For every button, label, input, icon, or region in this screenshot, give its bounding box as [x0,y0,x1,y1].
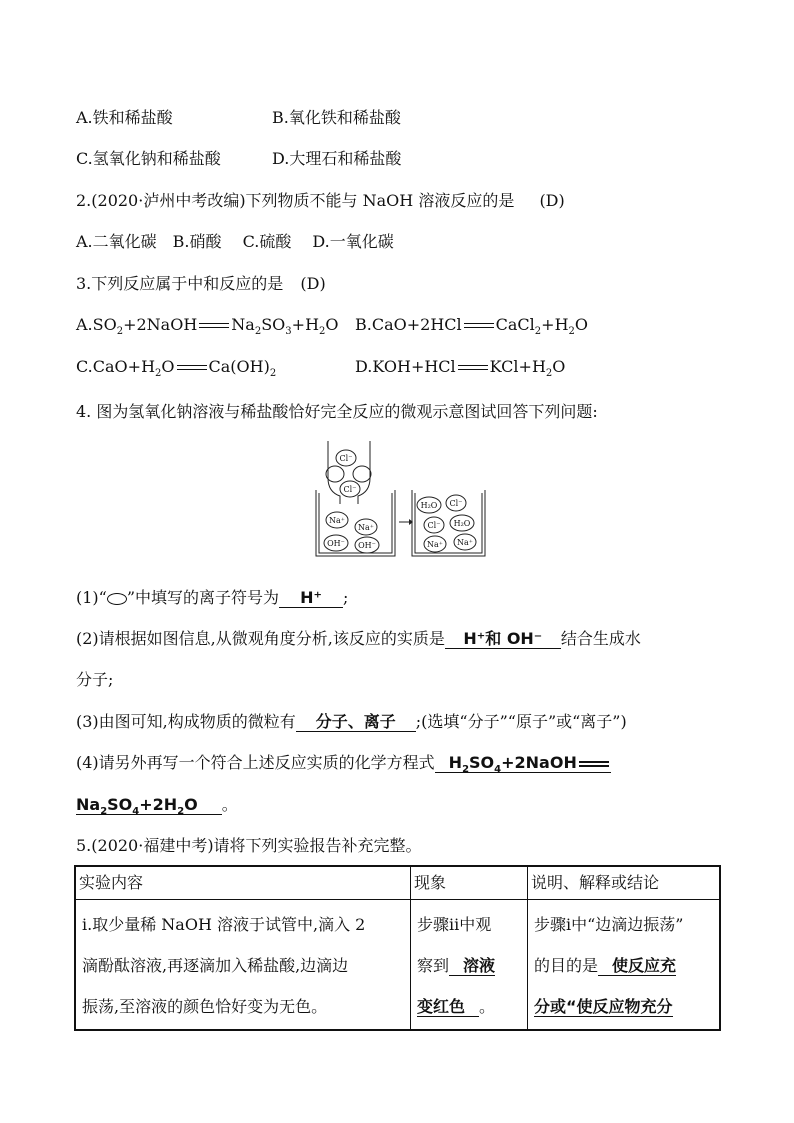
phenomenon-cell: 步骤ii中观 察到 溶液 变红色 。 [411,900,528,1031]
q3-option-d: D.KOH+HCl $KCl+H_2O$ [355,357,566,380]
answer-blank: 变红色 [417,997,479,1017]
q2-answer: (D) [539,191,565,210]
equals-sign-icon [175,363,209,373]
table-row [75,900,720,1031]
q2-options: A.二氧化碳 B.硝酸 C.硫酸 D.一氧化碳 [76,232,394,251]
q4-part-2: (2)请根据如图信息,从微观角度分析,该反应的实质是 H⁺和 OH⁻ 结合生成水 [76,629,641,648]
ellipse-blank-icon [107,593,127,605]
q1-option-a: A.铁和稀盐酸 [76,108,173,127]
q1-option-c: C.氢氧化钠和稀盐酸 [76,149,221,168]
oh-ion-label: OH⁻ [327,539,345,548]
table-header-cell: 说明、解释或结论 [528,866,721,900]
q2-stem: 2.(2020·泸州中考改编)下列物质不能与 NaOH 溶液反应的是 (D) [76,191,565,210]
na-ion-label: Na⁺ [358,523,374,532]
cl-ion-label: Cl⁻ [427,521,441,530]
answer-blank: H⁺和 OH⁻ [445,630,561,649]
na-ion-label: Na⁺ [427,540,443,549]
oh-ion-label: OH⁻ [358,541,376,550]
q4-stem: 4. 图为氢氧化钠溶液与稀盐酸恰好完全反应的微观示意图试回答下列问题: [76,402,598,421]
explanation-cell: 步骤i中“边滴边振荡” 的目的是 使反应充 分或“使反应物充分 [528,900,721,1031]
answer-blank: 分子、离子 [296,713,416,732]
table-header-row [75,866,720,900]
answer-blank: 使反应充 [598,956,676,976]
equals-sign-icon [577,759,611,769]
answer-blank: H⁺ [279,589,343,608]
cl-ion-label: Cl⁻ [343,485,357,494]
q3-stem: 3.下列反应属于中和反应的是 (D) [76,274,326,293]
h2o-label: H₂O [420,501,438,510]
na-ion-label: Na⁺ [329,516,345,525]
q3-answer: (D) [300,274,326,293]
q4-part-4: (4)请另外再写一个符合上述反应实质的化学方程式 $H_2SO_4+2NaOH$ [76,753,611,780]
q4-part-2-cont: 分子; [76,670,114,689]
cl-ion-label: Cl⁻ [339,454,353,463]
q4-part-4-cont: $Na_2SO_4+2H_2O$ 。 [76,795,238,818]
experiment-content-cell: i.取少量稀 NaOH 溶液于试管中,滴入 2 滴酚酞溶液,再逐滴加入稀盐酸,边滴边 振荡,至溶液的颜色恰好变为无色。 [75,900,411,1031]
table-header-cell: 现象 [411,866,528,900]
q1-option-d: D.大理石和稀盐酸 [272,149,402,168]
q3-option-c: $C.CaO+H_2O$ $Ca(OH)_2$ [76,357,277,380]
q3-option-b: B.CaO+2HCl $CaCl_2+H_2O$ [355,315,589,338]
equals-sign-icon [462,321,496,331]
q1-option-b: B.氧化铁和稀盐酸 [272,108,401,127]
equals-sign-icon [197,321,231,331]
experiment-report-table [74,865,721,1031]
na-ion-label: Na⁺ [457,538,473,547]
q4-part-1: (1)“ ”中填写的离子符号为 H⁺ ; [76,588,349,607]
reaction-micro-diagram [310,438,490,562]
equals-sign-icon [456,363,490,373]
q3-option-a: $A.SO_2+2NaOH$ $Na_2SO_3+H_2O$ [76,315,339,338]
answer-blank: $Na_2SO_4+2H_2O$ [76,795,222,815]
answer-blank: $H_2SO_4+2NaOH$ [435,753,611,773]
cl-ion-label: Cl⁻ [449,499,463,508]
q5-stem: 5.(2020·福建中考)请将下列实验报告补充完整。 [76,836,422,855]
answer-blank: 分或“使反应物充分 [534,997,673,1016]
table-header-cell: 实验内容 [75,866,411,900]
h2o-label: H₂O [453,519,471,528]
q4-part-3: (3)由图可知,构成物质的微粒有 分子、离子 ;(选填“分子”“原子”或“离子”) [76,712,627,731]
answer-blank: 溶液 [449,956,495,976]
